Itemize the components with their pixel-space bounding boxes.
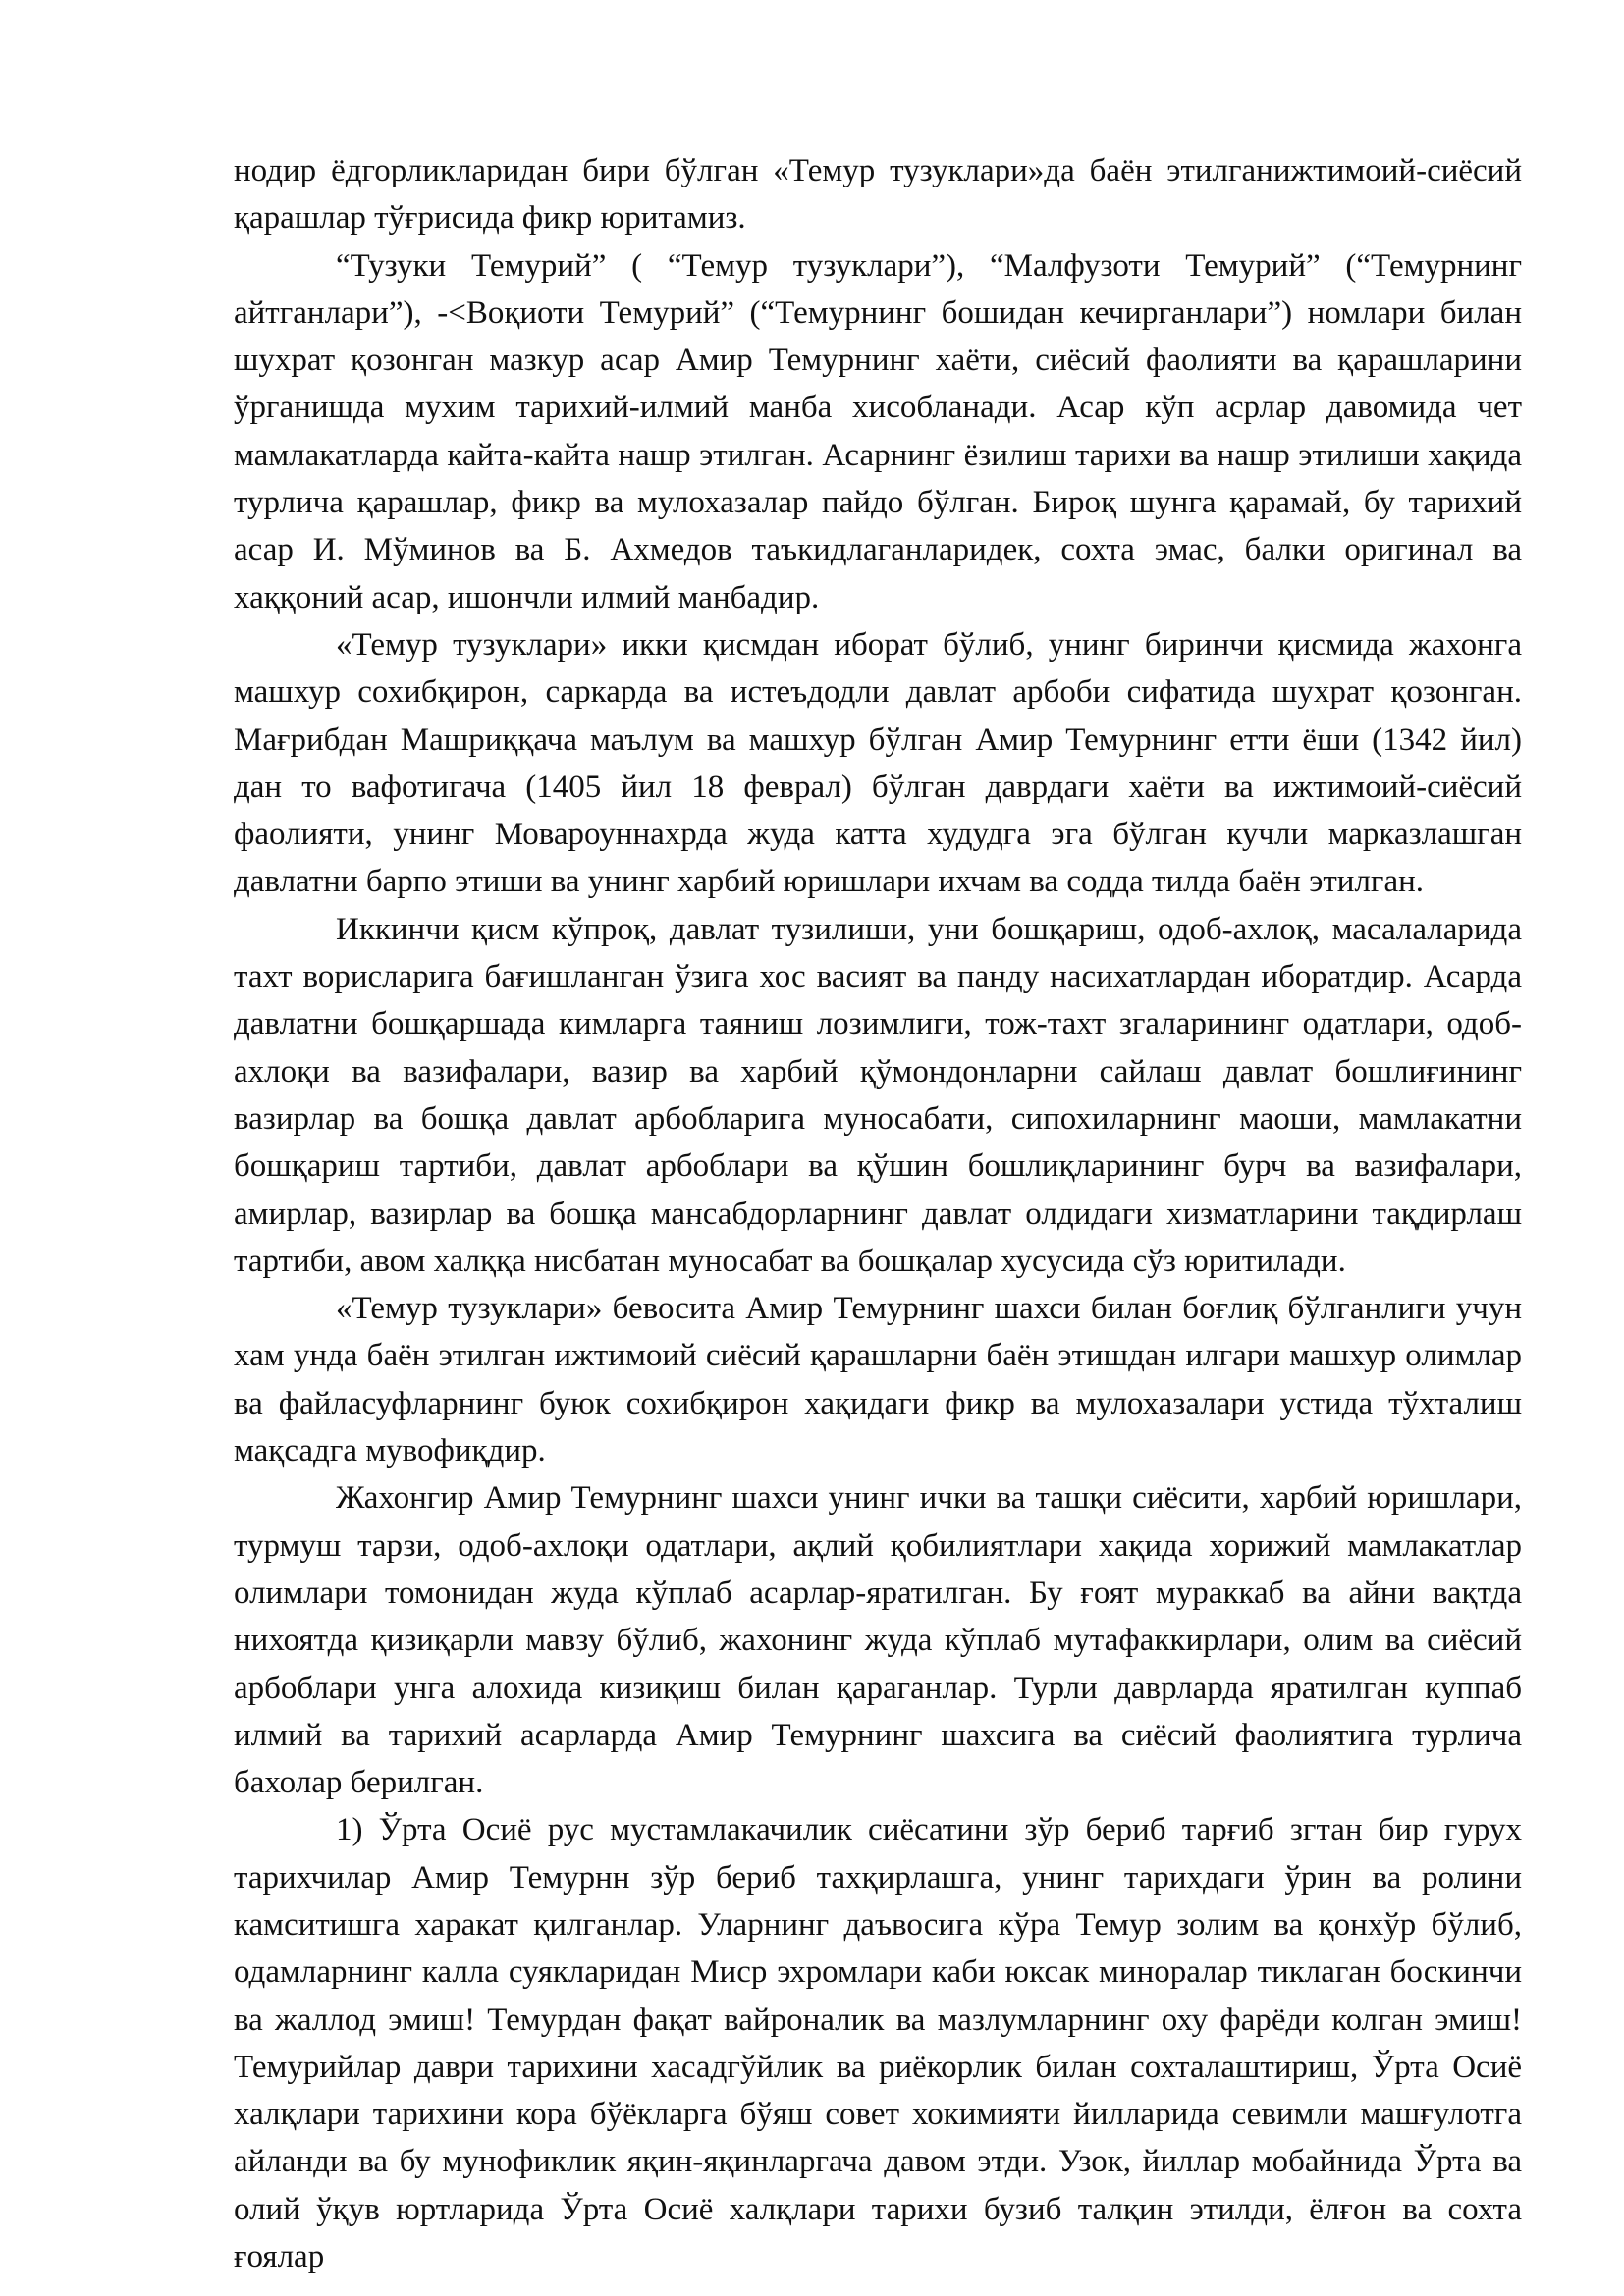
paragraph-1: нодир ёдгорликларидан бири бўлган «Темур тузуклари»да баён этилганижтимоий-сиёсий қарашлар тўғрисида фикр юритамиз. [234, 153, 1522, 237]
paragraph-3: «Темур тузуклари» икки қисмдан иборат бўлиб, унинг биринчи қисмида жахонга машхур сохибқирон, саркарда ва истеъдодли давлат арбоби сифатида шухрат қозонган. Мағрибдан Машриққача маълум ва машхур бўлган Амир Темурнинг етти ёши (1342 йил) дан то вафотигача (1405 йил 18 феврал) бўлган даврдаги хаёти ва ижтимоий-сиёсий фаолияти, унинг Мовароуннахрда жуда катта худудга эга бўлган кучли марказлашган давлатни барпо этиши ва унинг харбий юришлари ихчам ва содда тилда баён этилган. [234, 626, 1522, 900]
paragraph-7: 1) Ўрта Осиё рус мустамлакачилик сиёсатини зўр бериб тарғиб згтан бир гурух тарихчилар Амир Темурнн зўр бериб тахқирлашга, унинг тарихдаги ўрин ва ролини камситишга харакат қилганлар. Уларнинг даъвосига кўра Темур золим ва қонхўр бўлиб, одамларнинг калла суякларидан Миср эхромлари каби юксак миноралар тиклаган боскинчи ва жаллод эмиш! Темурдан фақат вайроналик ва мазлумларнинг оху фарёди колган эмиш! Темурийлар даври тарихини хасадгўйлик ва риёкорлик билан сохталаштириш, Ўрта Осиё халқлари тарихини кора бўёкларга бўяш совет хокимияти йилларида севимли машғулотга айланди ва бу мунофиклик яқин-яқинларгача давом этди. Узок, йиллар мобайнида Ўрта ва олий ўқув юртларида Ўрта Осиё халқлари тарихи бузиб талқин этилди, ёлғон ва сохта ғоялар [234, 1812, 1522, 2275]
paragraph-5: «Темур тузуклари» бевосита Амир Темурнинг шахси билан боғлиқ бўлганлиги учун хам унда баён этилган ижтимоий сиёсий қарашларни баён этишдан илгари машхур олимлар ва файласуфларнинг буюк сохибқирон хақидаги фикр ва мулохазалари устида тўхталиш мақсадга мувофиқдир. [234, 1291, 1522, 1469]
document-page [234, 147, 1522, 2280]
paragraph-2: “Тузуки Темурий” ( “Темур тузуклари”), “Малфузоти Темурий” (“Темурнинг айтганлари”), -<Воқиоти Темурий” (“Темурнинг бошидан кечирганлари”) номлари билан шухрат қозонган мазкур асар Амир Темурнинг хаёти, сиёсий фаолияти ва қарашларини ўрганишда мухим тарихий-илмий манба хисобланади. Асар кўп асрлар давомида чет мамлакатларда кайта-кайта нашр этилган. Асарнинг ёзилиш тарихи ва нашр этилиши хақида турлича қарашлар, фикр ва мулохазалар пайдо бўлган. Бироқ шунга қарамай, бу тарихий асар И. Мўминов ва Б. Ахмедов таъкидлаганларидек, сохта эмас, балки оригинал ва хаққоний асар, ишончли илмий манбадир. [234, 247, 1522, 615]
paragraph-4: Иккинчи қисм кўпроқ, давлат тузилиши, уни бошқариш, одоб-ахлоқ, масалаларида тахт ворисларига бағишланган ўзига хос васият ва панду насихатлардан иборатдир. Асарда давлатни бошқаршада кимларга таяниш лозимлиги, тож-тахт згаларининг одатлари, одоб-ахлоқи ва вазифалари, вазир ва харбий қўмондонларни сайлаш давлат бошлиғининг вазирлар ва бошқа давлат арбобларига муносабати, сипохиларнинг маоши, мамлакатни бошқариш тартиби, давлат арбоблари ва қўшин бошлиқларининг бурч ва вазифалари, амирлар, вазирлар ва бошқа мансабдорларнинг давлат олдидаги хизматларини тақдирлаш тартиби, авом халққа нисбатан муносабат ва бошқалар хусусида сўз юритилади. [234, 911, 1522, 1279]
paragraph-6: Жахонгир Амир Темурнинг шахси унинг ички ва ташқи сиёсити, харбий юришлари, турмуш тарзи, одоб-ахлоқи одатлари, ақлий қобилиятлари хақида хорижий мамлакатлар олимлари томонидан жуда кўплаб асарлар-яратилган. Бу ғоят мураккаб ва айни вақтда нихоятда қизиқарли мавзу бўлиб, жахонинг жуда кўплаб мутафаккирлари, олим ва сиёсий арбоблари унга алохида кизиқиш билан қараганлар. Турли даврларда яратилган куппаб илмий ва тарихий асарларда Амир Темурнинг шахсига ва сиёсий фаолиятига турлича бахолар берилган. [234, 1480, 1522, 1801]
